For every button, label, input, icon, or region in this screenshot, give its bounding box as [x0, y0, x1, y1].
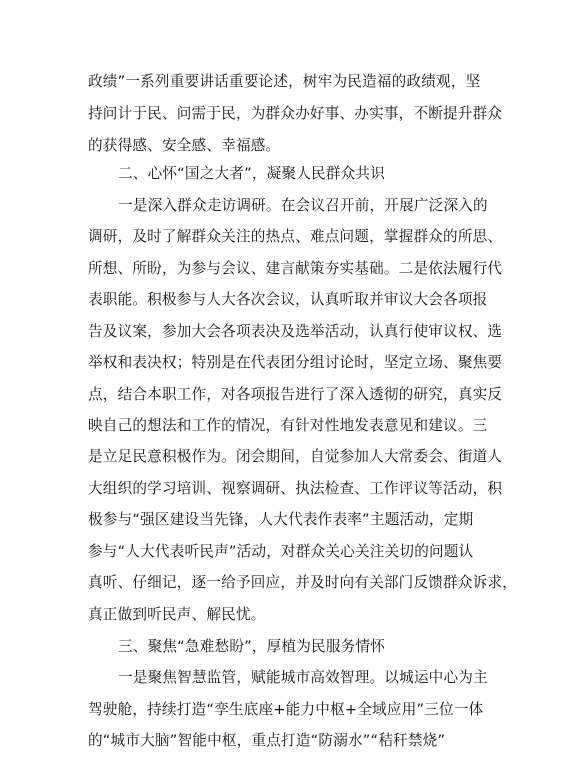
section-heading: 二、心怀“国之大者”，凝聚人民群众共识: [118, 165, 386, 182]
paragraph-line: 极参与“强区建设当先锋，人大代表作表率”主题活动，定期: [88, 511, 474, 528]
paragraph-line: 参与“人大代表听民声”活动，对群众关心关注关切的问题认: [88, 543, 474, 560]
paragraph-line: 点，结合本职工作，对各项报告进行了深入透彻的研究，真实反: [88, 386, 503, 403]
paragraph-line: 政绩”一系列重要讲话重要论述，树牢为民造福的政绩观，坚: [88, 73, 481, 90]
paragraph-line: 举权和表决权；特别是在代表团分组讨论时，坚定立场、聚焦要: [88, 354, 503, 371]
paragraph-line: 一是深入群众走访调研。在会议召开前，开展广泛深入的: [118, 197, 488, 214]
paragraph-line: 持问计于民、问需于民，为群众办好事、办实事，不断提升群众: [88, 105, 503, 122]
paragraph-line: 映自己的想法和工作的情况，有针对性地发表意见和建议。三: [88, 417, 488, 434]
paragraph-line: 真听、仔细记，逐一给予回应，并及时向有关部门反馈群众诉求，: [88, 574, 518, 591]
paragraph-line: 是立足民意积极作为。闭会期间，自觉参加人大常委会、街道人: [88, 448, 503, 465]
paragraph-line: 表职能。积极参与人大各次会议，认真听取并审议大会各项报: [88, 291, 488, 308]
paragraph-line: 一是聚焦智慧监管，赋能城市高效智理。以城运中心为主: [118, 669, 488, 686]
paragraph-line: 驾驶舱，持续打造“孪生底座+能力中枢+全域应用”三位一体: [88, 701, 484, 718]
paragraph-line: 告及议案，参加大会各项表决及选举活动，认真行使审议权、选: [88, 323, 503, 340]
paragraph-line: 所想、所盼，为参与会议、建言献策夯实基础。二是依法履行代: [88, 260, 503, 277]
paragraph-line: 调研，及时了解群众关注的热点、难点问题，掌握群众的所思、: [88, 228, 503, 245]
section-heading: 三、聚焦“急难愁盼”，厚植为民服务情怀: [118, 638, 386, 655]
paragraph-line: 真正做到听民声、解民忧。: [88, 606, 266, 623]
paragraph-line: 的“城市大脑”智能中枢，重点打造“防溺水”“秸秆禁烧”: [88, 732, 446, 749]
paragraph-line: 的获得感、安全感、幸福感。: [88, 137, 281, 154]
paragraph-line: 大组织的学习培训、视察调研、执法检查、工作评议等活动，积: [88, 480, 503, 497]
